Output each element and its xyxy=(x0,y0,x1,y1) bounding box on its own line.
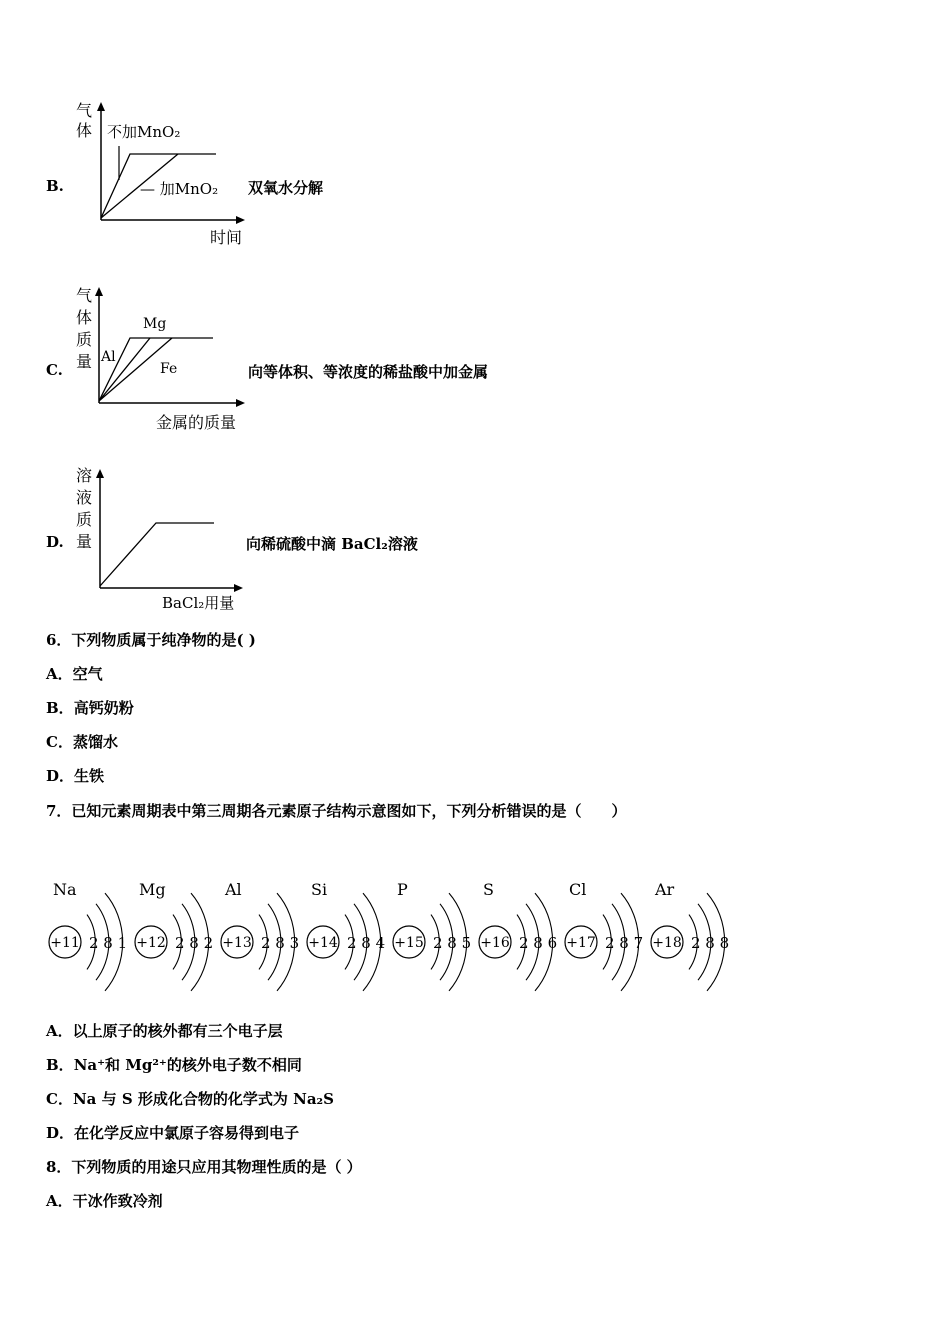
curve-mg xyxy=(99,338,150,401)
curve-label-with-mno2: — 加MnO₂ xyxy=(140,180,219,198)
atom-al xyxy=(221,880,299,991)
option-label: C． xyxy=(46,733,73,751)
y-axis-arrow xyxy=(96,469,104,478)
x-axis-label: 金属的质量 xyxy=(156,413,237,432)
y-axis-char: 体 xyxy=(76,121,93,140)
option-text: 以上原子的核外都有三个电子层 xyxy=(72,1022,283,1040)
nucleus-charge: +12 xyxy=(136,935,166,951)
atom-symbol: Al xyxy=(225,880,242,899)
x-axis-arrow xyxy=(236,216,245,224)
atom-p xyxy=(393,880,471,991)
curve-label-without-mno2: 不加MnO₂ xyxy=(107,123,181,141)
q7-option-c xyxy=(46,1088,334,1109)
atom-mg xyxy=(135,880,213,991)
option-d-label: D. xyxy=(46,533,64,551)
atom-symbol: S xyxy=(483,880,494,899)
y-axis-char: 气 xyxy=(76,101,93,120)
option-label: A． xyxy=(46,1022,73,1040)
option-text: Na⁺和 Mg²⁺的核外电子数不相同 xyxy=(73,1056,302,1074)
option-label: B． xyxy=(46,1056,74,1074)
q6-stem: 6．下列物质属于纯净物的是( ) xyxy=(46,631,256,649)
nucleus-charge: +18 xyxy=(652,935,682,951)
atom-na xyxy=(49,880,127,991)
option-label: D． xyxy=(46,767,75,785)
option-text: 干冰作致冷剂 xyxy=(72,1192,163,1210)
y-axis-char: 量 xyxy=(76,352,93,371)
electron-counts: 2 8 2 xyxy=(175,934,214,952)
option-label: B． xyxy=(46,699,74,717)
curve-al xyxy=(99,338,213,401)
y-axis-arrow xyxy=(95,287,103,296)
option-text: 蒸馏水 xyxy=(72,733,118,751)
atom-symbol: Si xyxy=(311,880,328,899)
q7-option-b xyxy=(46,1054,302,1075)
electron-counts: 2 8 4 xyxy=(347,934,386,952)
curve-label-fe: Fe xyxy=(160,361,178,377)
electron-counts: 2 8 6 xyxy=(519,934,558,952)
electron-counts: 2 8 5 xyxy=(433,934,472,952)
curve-label-al: Al xyxy=(101,349,116,365)
nucleus-charge: +16 xyxy=(480,935,510,951)
atom-symbol: Ar xyxy=(655,880,675,899)
x-axis-label: 时间 xyxy=(210,228,243,247)
y-axis-char: 体 xyxy=(76,308,93,327)
atom-symbol: P xyxy=(397,880,408,899)
q7-option-d xyxy=(46,1122,299,1143)
option-label: A． xyxy=(46,1192,73,1210)
electron-counts: 2 8 3 xyxy=(261,934,300,952)
nucleus-charge: +11 xyxy=(50,935,80,951)
option-text: 生铁 xyxy=(74,767,105,785)
electron-counts: 2 8 8 xyxy=(691,934,730,952)
curve-solution-mass xyxy=(100,523,214,586)
q7-stem: 7．已知元素周期表中第三周期各元素原子结构示意图如下，下列分析错误的是（ ） xyxy=(46,802,627,820)
q6-option-a xyxy=(46,663,103,684)
option-d-text: 向稀硫酸中滴 BaCl₂溶液 xyxy=(246,535,418,553)
y-axis-char: 溶 xyxy=(76,466,93,485)
q8-stem: 8．下列物质的用途只应用其物理性质的是（ ） xyxy=(46,1158,362,1176)
y-axis-char: 液 xyxy=(76,488,93,507)
x-axis-arrow xyxy=(236,399,245,407)
option-text: 在化学反应中氯原子容易得到电子 xyxy=(74,1124,300,1142)
q8-option-a xyxy=(46,1190,163,1211)
atom-symbol: Mg xyxy=(139,880,166,899)
atom-symbol: Cl xyxy=(569,880,587,899)
atom-s xyxy=(479,880,557,991)
atom-ar xyxy=(651,880,729,991)
q6-option-b xyxy=(46,697,134,718)
electron-counts: 2 8 1 xyxy=(89,934,128,952)
y-axis-char: 质 xyxy=(76,330,93,349)
atom-cl xyxy=(565,880,643,991)
option-label: D． xyxy=(46,1124,75,1142)
electron-counts: 2 8 7 xyxy=(605,934,644,952)
graph-d xyxy=(70,463,250,615)
nucleus-charge: +13 xyxy=(222,935,252,951)
y-axis-char: 量 xyxy=(76,532,93,551)
curve-label-mg: Mg xyxy=(143,316,167,332)
x-axis-arrow xyxy=(234,584,243,592)
option-b-label: B. xyxy=(46,177,64,195)
option-b-text: 双氧水分解 xyxy=(248,179,324,197)
option-c-label: C. xyxy=(46,361,63,379)
q7-option-a xyxy=(46,1020,283,1041)
nucleus-charge: +17 xyxy=(566,935,596,951)
x-axis-label: BaCl₂用量 xyxy=(162,594,235,612)
y-axis-char: 质 xyxy=(76,510,93,529)
atom-symbol: Na xyxy=(53,880,77,899)
nucleus-charge: +15 xyxy=(394,935,424,951)
option-label: C． xyxy=(46,1090,73,1108)
q6-option-c xyxy=(46,731,118,752)
graph-b xyxy=(70,98,250,250)
option-c-text: 向等体积、等浓度的稀盐酸中加金属 xyxy=(248,363,489,381)
nucleus-charge: +14 xyxy=(308,935,338,951)
y-axis-arrow xyxy=(97,102,105,111)
option-text: 空气 xyxy=(72,665,103,683)
y-axis-char: 气 xyxy=(76,286,93,305)
q6-option-d xyxy=(46,765,104,786)
atomic-structure-diagram xyxy=(40,875,740,997)
option-text: Na 与 S 形成化合物的化学式为 Na₂S xyxy=(72,1090,334,1108)
option-text: 高钙奶粉 xyxy=(73,699,134,717)
atom-si xyxy=(307,880,385,991)
option-label: A． xyxy=(46,665,73,683)
graph-c xyxy=(70,283,250,435)
